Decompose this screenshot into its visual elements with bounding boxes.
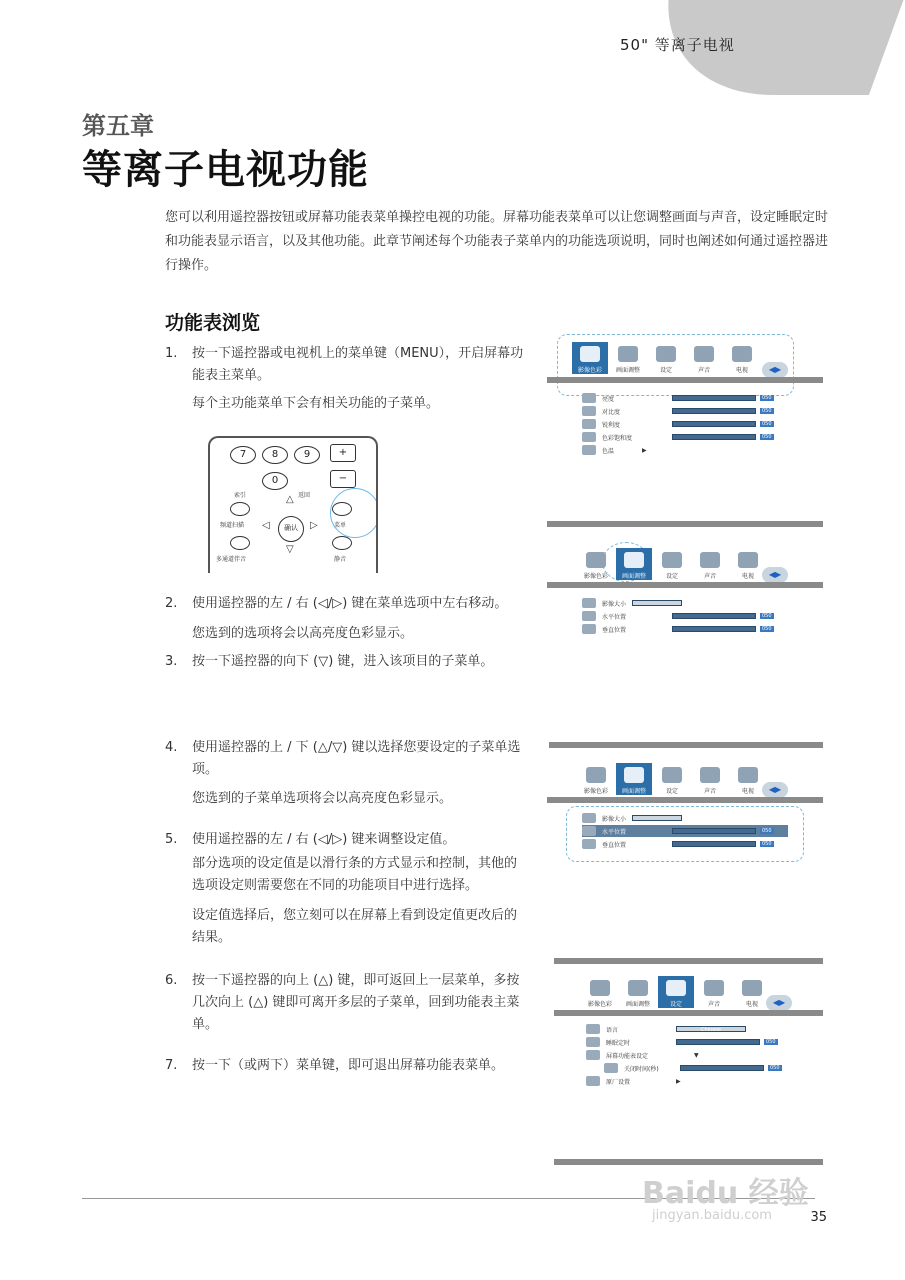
screen-adjust-icon (618, 346, 638, 362)
value-box (632, 815, 682, 821)
speaker-icon (704, 980, 724, 996)
tab-tv: 电视 (730, 763, 766, 795)
menu4-row: 睡眠定时 050 (586, 1036, 778, 1048)
slider (672, 613, 756, 619)
label-index: 索引 (234, 492, 247, 499)
tv-icon (738, 552, 758, 568)
slider (672, 841, 756, 847)
tab-sound: 声音 (692, 763, 728, 795)
tab-screen: 画面调整 (620, 976, 656, 1008)
tab-picture: 影像色彩 (572, 342, 608, 374)
watermark-url: jingyan.baidu.com (652, 1208, 772, 1223)
contrast-icon (582, 406, 596, 416)
tab-setup: 设定 (654, 763, 690, 795)
screen-adjust-icon (628, 980, 648, 996)
slider (680, 1065, 764, 1071)
tab-picture: 影像色彩 (578, 548, 614, 580)
menu4-row: 屏幕功能表设定 ▼ (586, 1049, 699, 1061)
monitor-icon (586, 552, 606, 568)
h-position-icon (582, 826, 596, 836)
step-2-note: 您选到的选项将会以高亮度色彩显示。 (192, 626, 414, 641)
menu4-row: 关闭时间(秒) 050 (604, 1062, 782, 1074)
color-temp-icon (582, 445, 596, 455)
speaker-icon (700, 552, 720, 568)
slider (672, 828, 756, 834)
tab-tv: 电视 (724, 342, 760, 374)
key-ok: 确认 (278, 516, 304, 542)
label-channel-scan: 频道扫描 (220, 522, 245, 529)
submenu-down-icon: ▼ (694, 1051, 699, 1059)
tab-picture: 影像色彩 (578, 763, 614, 795)
v-position-icon (582, 839, 596, 849)
menu2-row: 影像大小 (582, 597, 682, 609)
key-8: 8 (262, 446, 288, 464)
slider (672, 626, 756, 632)
slider (672, 434, 756, 440)
tab-tv: 电视 (730, 548, 766, 580)
menu2-bar (547, 582, 823, 588)
nav-arrows-icon: ◀▶ (766, 995, 792, 1011)
key-vol-down: − (330, 470, 356, 488)
key-scan (230, 502, 250, 516)
menu4-row: 语言 Chinese (586, 1023, 746, 1035)
nav-arrows-icon: ◀▶ (762, 567, 788, 583)
tools-icon (662, 767, 682, 783)
tv-icon (742, 980, 762, 996)
label-mts: 多通道伴音 (216, 556, 247, 563)
tab-sound: 声音 (696, 976, 732, 1008)
monitor-icon (586, 767, 606, 783)
menu4-row: 原厂设置 ▶ (586, 1075, 681, 1087)
tools-icon (666, 980, 686, 996)
speaker-icon (700, 767, 720, 783)
sleep-timer-icon (586, 1037, 600, 1047)
menu1-tabs (572, 342, 762, 374)
nav-arrows-icon: ◀▶ (762, 782, 788, 798)
nav-arrows-icon: ◀▶ (762, 362, 788, 378)
chapter-label: 第五章 (82, 111, 154, 140)
aspect-icon (582, 598, 596, 608)
saturation-icon (582, 432, 596, 442)
sharpness-icon (582, 419, 596, 429)
section-title: 功能表浏览 (165, 312, 261, 334)
key-vol-up: + (330, 444, 356, 462)
slider (676, 1039, 760, 1045)
tools-icon (662, 552, 682, 568)
menu1-row: 对比度 050 (582, 405, 774, 417)
tools-icon (656, 346, 676, 362)
chapter-title: 等离子电视功能 (82, 146, 369, 193)
tab-setup: 设定 (648, 342, 684, 374)
tab-screen: 画面调整 (610, 342, 646, 374)
language-icon (586, 1024, 600, 1034)
speaker-icon (694, 346, 714, 362)
tab-sound: 声音 (692, 548, 728, 580)
menu2-row: 垂直位置 050 (582, 623, 774, 635)
timeout-icon (604, 1063, 618, 1073)
brightness-icon (582, 393, 596, 403)
tab-setup: 设定 (658, 976, 694, 1008)
v-position-icon (582, 624, 596, 634)
warning-icon (586, 1076, 600, 1086)
remote-control-illustration (208, 436, 378, 573)
value-box (632, 600, 682, 606)
submenu-arrow-icon: ▶ (642, 446, 647, 454)
aspect-icon (582, 813, 596, 823)
h-position-icon (582, 611, 596, 621)
screen-adjust-icon (624, 552, 644, 568)
tab-sound: 声音 (686, 342, 722, 374)
menu3-top-bar (549, 742, 823, 748)
left-arrow-icon: ◁ (262, 520, 270, 531)
menu4-tabs (582, 976, 772, 1008)
menu3-row: 垂直位置 050 (582, 838, 774, 850)
submenu-arrow-icon: ▶ (676, 1077, 681, 1085)
menu3-row: 影像大小 (582, 812, 682, 824)
key-0: 0 (262, 472, 288, 490)
screen-adjust-icon (624, 767, 644, 783)
menu3-row-selected: 水平位置 050 (582, 825, 788, 837)
intro-paragraph: 您可以利用遥控器按钮或屏幕功能表菜单操控电视的功能。屏幕功能表菜单可以让您调整画面与声音，设定睡眠定时和功能表显示语言，以及其他功能。此章节阐述每个功能表子菜单内的功能选项说明，同时也阐述如何通过遥控器进行操作。 (165, 210, 829, 273)
key-mts (230, 536, 250, 550)
page-number: 35 (810, 1210, 827, 1225)
key-mute (332, 536, 352, 550)
label-mute: 静音 (334, 556, 347, 563)
key-9: 9 (294, 446, 320, 464)
menu2-tabs (578, 548, 768, 580)
right-arrow-icon: ▷ (310, 520, 318, 531)
label-menu: 菜单 (334, 522, 347, 529)
step-5-note: 部分选项的设定值是以滑行条的方式显示和控制，其他的选项设定则需要您在不同的功能项目中进行选择。 (192, 856, 518, 893)
menu1-row: 亮度 050 (582, 392, 774, 404)
key-menu (332, 502, 352, 516)
menu4-bottom-bar (554, 1159, 823, 1165)
monitor-icon (590, 980, 610, 996)
step-4-note: 您选到的子菜单选项将会以高亮度色彩显示。 (192, 791, 453, 806)
header-title: 50" 等离子电视 (620, 36, 735, 54)
label-return: 返回 (298, 492, 311, 499)
osd-settings-icon (586, 1050, 600, 1060)
menu1-row: 锐利度 050 (582, 418, 774, 430)
tab-tv: 电视 (734, 976, 770, 1008)
menu3-bar (547, 797, 823, 803)
tab-screen: 画面调整 (616, 763, 652, 795)
down-arrow-icon: ▽ (286, 544, 294, 555)
menu4-bar (554, 1010, 823, 1016)
menu1-row: 色彩饱和度 050 (582, 431, 774, 443)
monitor-icon (580, 346, 600, 362)
menu2-top-bar (547, 521, 823, 527)
menu4-top-bar (554, 958, 823, 964)
tab-screen: 画面调整 (616, 548, 652, 580)
slider (672, 408, 756, 414)
menu1-bar (547, 377, 823, 383)
tab-setup: 设定 (654, 548, 690, 580)
menu1-row: 色温 ▶ (582, 444, 647, 456)
watermark-logo: Baidu 经验 (642, 1176, 809, 1211)
slider (672, 421, 756, 427)
tab-picture: 影像色彩 (582, 976, 618, 1008)
step-5-note-2: 设定值选择后，您立刻可以在屏幕上看到设定值更改后的结果。 (192, 908, 518, 945)
menu2-row: 水平位置 050 (582, 610, 774, 622)
key-7: 7 (230, 446, 256, 464)
tv-icon (738, 767, 758, 783)
up-arrow-icon: △ (286, 494, 294, 505)
tv-icon (732, 346, 752, 362)
menu3-tabs (578, 763, 768, 795)
step-1-note: 每个主功能菜单下会有相关功能的子菜单。 (192, 396, 440, 411)
slider (672, 395, 756, 401)
